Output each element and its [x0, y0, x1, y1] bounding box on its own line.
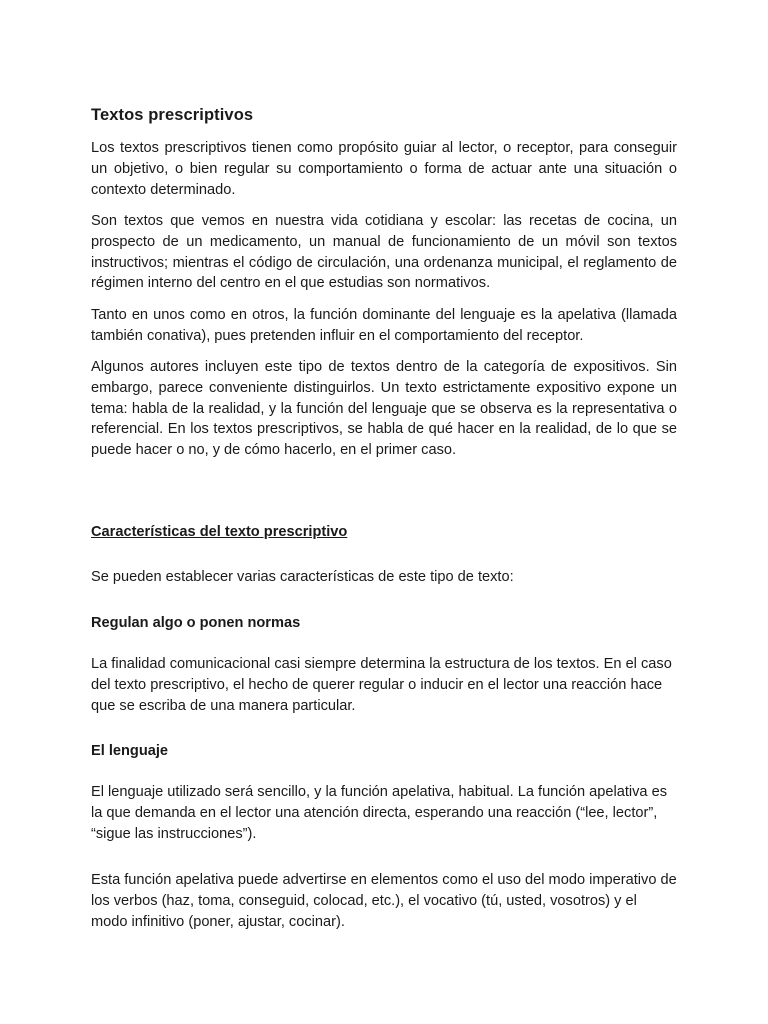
subsection-heading-lenguaje: El lenguaje [91, 743, 169, 759]
section-intro: Se pueden establecer varias características de este tipo de texto: [91, 569, 514, 585]
section-heading: Características del texto prescriptivo [91, 524, 348, 540]
subsection-text-regulan: La finalidad comunicacional casi siempre determina la estructura de los textos. En el caso del texto prescriptivo, el hecho de querer regular o inducir en el lector una reacción hace que se escriba de una manera particular. [91, 656, 672, 714]
intro-paragraph-1: Los textos prescriptivos tienen como propósito guiar al lector, o receptor, para conseguir un objetivo, o bien regular su comportamiento o forma de actuar ante una situación o contexto determinado. [91, 140, 677, 198]
subsection-heading-regulan: Regulan algo o ponen normas [91, 615, 301, 631]
subsection-text-lenguaje-2: Esta función apelativa puede advertirse en elementos como el uso del modo imperativo de los verbos (haz, toma, conseguid, colocad, etc.), el vocativo (tú, usted, vosotros) y el modo infinitivo (poner, ajustar, cocinar). [91, 872, 677, 930]
intro-paragraph-4: Algunos autores incluyen este tipo de textos dentro de la categoría de expositivos. Sin embargo, parece conveniente distinguirlos. Un texto estrictamente expositivo expone un tema: habla de la realidad, y la función del lenguaje que se observa es la representativa o referencial. En los textos prescriptivos, se habla de qué hacer en la realidad, de lo que se puede hacer o no, y de cómo hacerlo, en el primer caso. [91, 359, 677, 459]
intro-paragraph-2: Son textos que vemos en nuestra vida cotidiana y escolar: las recetas de cocina, un prospecto de un medicamento, un manual de funcionamiento de un móvil son textos instructivos; mientras el código de circulación, una ordenanza municipal, el reglamento de régimen interno del centro en el que estudias son normativos. [91, 213, 677, 292]
intro-paragraph-3: Tanto en unos como en otros, la función dominante del lenguaje es la apelativa (llamada también conativa), pues pretenden influir en el comportamiento del receptor. [91, 307, 677, 344]
subsection-text-lenguaje-1: El lenguaje utilizado será sencillo, y la función apelativa, habitual. La función apelativa es la que demanda en el lector una atención directa, esperando una reacción (“lee, lector”, “sigue las instrucciones”). [91, 784, 668, 842]
document-title: Textos prescriptivos [91, 106, 254, 124]
